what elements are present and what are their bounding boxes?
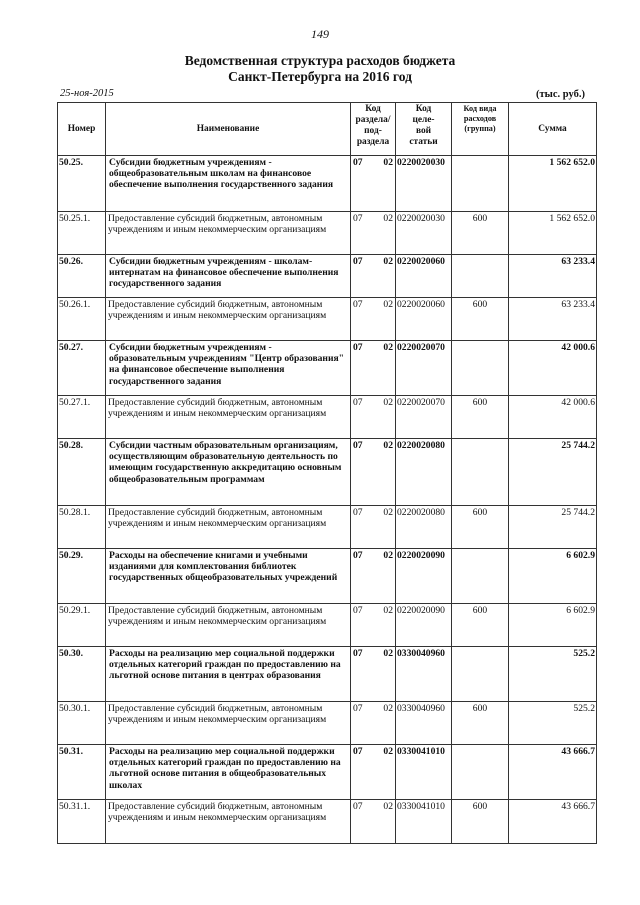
- row-section-code: [351, 255, 396, 298]
- row-number: 50.27.1.: [58, 396, 106, 439]
- row-sum: 43 666.7: [509, 745, 597, 800]
- row-name: Субсидии бюджетным учреждениям - общеобразовательным школам на финансовое обеспечение выполнения государственного задания: [106, 156, 351, 212]
- row-target-code: 0330041010: [396, 745, 452, 800]
- row-section-code: [351, 604, 396, 647]
- row-expense-type: 600: [452, 396, 509, 439]
- table-row-section: [58, 439, 597, 506]
- row-expense-type: [452, 647, 509, 702]
- subsection-code: 02: [383, 550, 393, 561]
- header-section-line: раздела/: [355, 115, 391, 125]
- row-target-code: 0330040960: [396, 647, 452, 702]
- header-target: [396, 103, 452, 156]
- row-number: 50.31.: [58, 745, 106, 800]
- row-name: Предоставление субсидий бюджетным, автономным учреждениям и иным некоммерческим организациям: [106, 298, 351, 341]
- table-row-section: [58, 156, 597, 212]
- row-target-code: 0220020090: [396, 604, 452, 647]
- row-target-code: 0330040960: [396, 702, 452, 745]
- section-code: 07: [353, 605, 363, 616]
- section-code: 07: [353, 746, 363, 757]
- row-section-code: [351, 212, 396, 255]
- row-expense-type: [452, 341, 509, 396]
- row-target-code: 0220020060: [396, 255, 452, 298]
- header-expense-line: (группа): [464, 123, 496, 133]
- row-sum: 6 602.9: [509, 549, 597, 604]
- table-row-subitem: [58, 702, 597, 745]
- row-target-code: 0220020030: [396, 156, 452, 212]
- row-target-code: 0220020030: [396, 212, 452, 255]
- header-expense-type: [452, 103, 509, 156]
- row-section-code: [351, 702, 396, 745]
- row-number: 50.25.1.: [58, 212, 106, 255]
- row-expense-type: 600: [452, 604, 509, 647]
- row-name: Предоставление субсидий бюджетным, автономным учреждениям и иным некоммерческим организациям: [106, 396, 351, 439]
- row-sum: 42 000.6: [509, 341, 597, 396]
- units-label: (тыс. руб.): [536, 89, 585, 100]
- row-number: 50.27.: [58, 341, 106, 396]
- section-code: 07: [353, 256, 363, 267]
- table-row-subitem: [58, 212, 597, 255]
- row-section-code: [351, 745, 396, 800]
- row-section-code: [351, 156, 396, 212]
- header-name: Наименование: [106, 103, 351, 156]
- header-sum: Сумма: [509, 103, 597, 156]
- row-target-code: 0220020060: [396, 298, 452, 341]
- row-expense-type: [452, 549, 509, 604]
- row-name: Субсидии бюджетным учреждениям - школам-интернатам на финансовое обеспечение выполнения государственного задания: [106, 255, 351, 298]
- table-row-subitem: [58, 604, 597, 647]
- row-section-code: [351, 506, 396, 549]
- row-section-code: [351, 439, 396, 506]
- row-expense-type: 600: [452, 298, 509, 341]
- row-number: 50.29.: [58, 549, 106, 604]
- subsection-code: 02: [383, 801, 393, 812]
- subsection-code: 02: [383, 397, 393, 408]
- subsection-code: 02: [383, 342, 393, 353]
- section-code: 07: [353, 299, 363, 310]
- row-target-code: 0220020070: [396, 341, 452, 396]
- row-expense-type: 600: [452, 702, 509, 745]
- section-code: 07: [353, 342, 363, 353]
- row-name: Предоставление субсидий бюджетным, автономным учреждениям и иным некоммерческим организациям: [106, 604, 351, 647]
- table-row-subitem: [58, 800, 597, 844]
- row-expense-type: [452, 745, 509, 800]
- table-row-section: [58, 647, 597, 702]
- row-section-code: [351, 800, 396, 844]
- header-target-line: вой: [415, 126, 432, 136]
- table-header-row: [58, 103, 597, 156]
- table-row-section: [58, 745, 597, 800]
- row-name: Предоставление субсидий бюджетным, автономным учреждениям и иным некоммерческим организациям: [106, 212, 351, 255]
- header-section-line: Код: [365, 104, 381, 114]
- row-sum: 525.2: [509, 647, 597, 702]
- row-name: Расходы на обеспечение книгами и учебными изданиями для комплектования библиотек государственных общеобразовательных учреждений: [106, 549, 351, 604]
- row-sum: 1 562 652.0: [509, 156, 597, 212]
- header-expense-line: расходов: [463, 113, 497, 123]
- header-expense-line: Код вида: [463, 104, 497, 113]
- row-number: 50.31.1.: [58, 800, 106, 844]
- section-code: 07: [353, 157, 363, 168]
- row-sum: 6 602.9: [509, 604, 597, 647]
- table-row-subitem: [58, 298, 597, 341]
- row-number: 50.25.: [58, 156, 106, 212]
- page-number: 149: [311, 27, 329, 41]
- section-code: 07: [353, 648, 363, 659]
- row-number: 50.26.1.: [58, 298, 106, 341]
- subsection-code: 02: [383, 648, 393, 659]
- row-target-code: 0330041010: [396, 800, 452, 844]
- table-row-section: [58, 255, 597, 298]
- row-section-code: [351, 341, 396, 396]
- row-sum: 1 562 652.0: [509, 212, 597, 255]
- row-name: Расходы на реализацию мер социальной поддержки отдельных категорий граждан по предоставлению на льготной основе питания в общеобразовательных школах: [106, 745, 351, 800]
- table-row-subitem: [58, 396, 597, 439]
- subsection-code: 02: [383, 299, 393, 310]
- row-name: Предоставление субсидий бюджетным, автономным учреждениям и иным некоммерческим организациям: [106, 702, 351, 745]
- header-target-line: статьи: [409, 137, 438, 147]
- row-section-code: [351, 647, 396, 702]
- row-number: 50.30.1.: [58, 702, 106, 745]
- header-number: Номер: [58, 103, 106, 156]
- header-target-line: целе-: [412, 115, 435, 125]
- subsection-code: 02: [383, 605, 393, 616]
- subsection-code: 02: [383, 746, 393, 757]
- row-expense-type: 600: [452, 212, 509, 255]
- section-code: 07: [353, 213, 363, 224]
- subsection-code: 02: [383, 213, 393, 224]
- section-code: 07: [353, 703, 363, 714]
- row-sum: 63 233.4: [509, 255, 597, 298]
- section-code: 07: [353, 397, 363, 408]
- section-code: 07: [353, 801, 363, 812]
- subsection-code: 02: [383, 256, 393, 267]
- subsection-code: 02: [383, 703, 393, 714]
- row-expense-type: [452, 439, 509, 506]
- row-number: 50.30.: [58, 647, 106, 702]
- row-section-code: [351, 549, 396, 604]
- row-section-code: [351, 298, 396, 341]
- title-line-2: Санкт-Петербурга на 2016 год: [228, 69, 412, 84]
- row-name: Субсидии бюджетным учреждениям - образовательным учреждениям "Центр образования" на финансовое обеспечение выполнения государственного задания: [106, 341, 351, 396]
- row-name: Субсидии частным образовательным организациям, осуществляющим образовательную деятельность по имеющим государственную аккредитацию основным общеобразовательным программам: [106, 439, 351, 506]
- row-sum: 25 744.2: [509, 439, 597, 506]
- title-line-1: Ведомственная структура расходов бюджета: [184, 53, 456, 68]
- row-number: 50.28.1.: [58, 506, 106, 549]
- row-number: 50.29.1.: [58, 604, 106, 647]
- row-name: Предоставление субсидий бюджетным, автономным учреждениям и иным некоммерческим организациям: [106, 800, 351, 844]
- row-target-code: 0220020080: [396, 439, 452, 506]
- row-expense-type: [452, 156, 509, 212]
- row-section-code: [351, 396, 396, 439]
- header-target-line: Код: [415, 104, 432, 114]
- table-row-section: [58, 549, 597, 604]
- row-target-code: 0220020070: [396, 396, 452, 439]
- row-sum: 42 000.6: [509, 396, 597, 439]
- row-sum: 63 233.4: [509, 298, 597, 341]
- page-title: [0, 53, 640, 85]
- subsection-code: 02: [383, 440, 393, 451]
- header-section: [351, 103, 396, 156]
- header-section-line: под-: [364, 126, 382, 136]
- budget-table: [57, 102, 597, 844]
- table-row-subitem: [58, 506, 597, 549]
- row-target-code: 0220020080: [396, 506, 452, 549]
- table-row-section: [58, 341, 597, 396]
- document-date: 25-ноя-2015: [60, 88, 114, 99]
- section-code: 07: [353, 550, 363, 561]
- row-name: Расходы на реализацию мер социальной поддержки отдельных категорий граждан по предоставлению на льготной основе питания в центрах образования: [106, 647, 351, 702]
- section-code: 07: [353, 440, 363, 451]
- row-sum: 525.2: [509, 702, 597, 745]
- row-sum: 25 744.2: [509, 506, 597, 549]
- row-number: 50.28.: [58, 439, 106, 506]
- row-number: 50.26.: [58, 255, 106, 298]
- row-sum: 43 666.7: [509, 800, 597, 844]
- section-code: 07: [353, 507, 363, 518]
- row-target-code: 0220020090: [396, 549, 452, 604]
- row-expense-type: [452, 255, 509, 298]
- row-expense-type: 600: [452, 506, 509, 549]
- row-name: Предоставление субсидий бюджетным, автономным учреждениям и иным некоммерческим организациям: [106, 506, 351, 549]
- row-expense-type: 600: [452, 800, 509, 844]
- subsection-code: 02: [383, 507, 393, 518]
- header-section-line: раздела: [356, 137, 390, 147]
- subsection-code: 02: [383, 157, 393, 168]
